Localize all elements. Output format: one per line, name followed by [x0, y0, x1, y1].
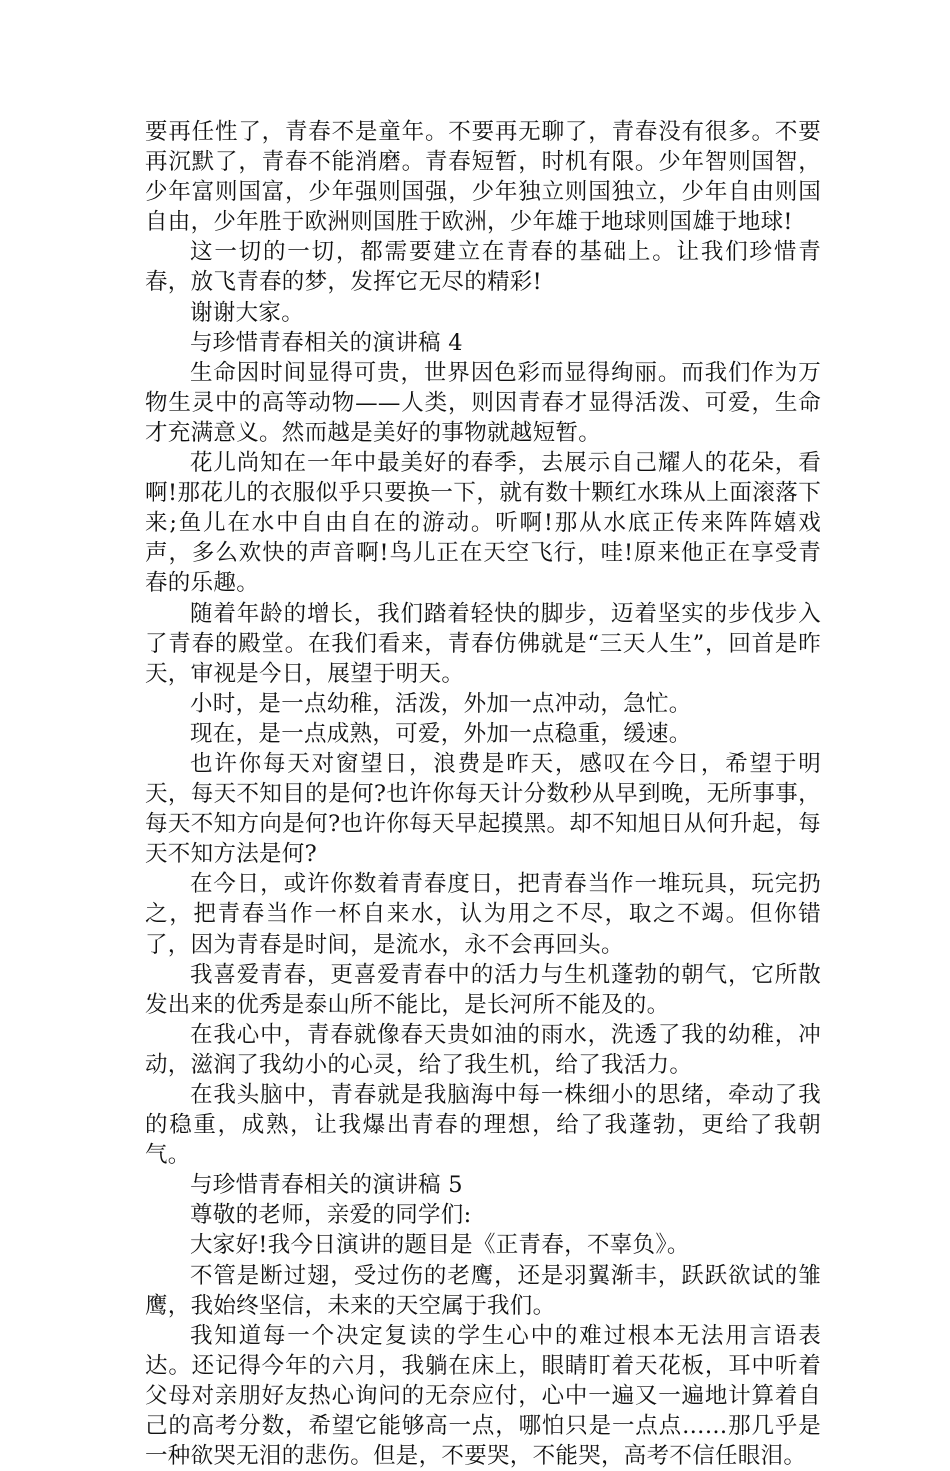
paragraph: 随着年龄的增长，我们踏着轻快的脚步，迈着坚实的步伐步入了青春的殿堂。在我们看来，青春仿佛就是“三天人生”，回首是昨天，审视是今日，展望于明天。: [145, 600, 821, 687]
closing-line: 谢谢大家。: [190, 299, 305, 326]
paragraph: 小时，是一点幼稚，活泼，外加一点冲动，急忙。: [190, 690, 692, 717]
paragraph: 花儿尚知在一年中最美好的春季，去展示自己耀人的花朵，看啊!那花儿的衣服似乎只要换一下，就有数十颗红水珠从上面滚落下来;鱼儿在水中自由自在的游动。听啊!那从水底正传来阵阵嬉戏声，多么欢快的声音啊!鸟儿正在天空飞行，哇!原来他正在享受青春的乐趣。: [145, 450, 821, 597]
paragraph: 大家好!我今日演讲的题目是《正青春，不辜负》。: [190, 1232, 690, 1259]
section-heading: 与珍惜青春相关的演讲稿 5: [190, 1172, 463, 1199]
paragraph: 我喜爱青春，更喜爱青春中的活力与生机蓬勃的朝气，它所散发出来的优秀是泰山所不能比，是长河所不能及的。: [145, 961, 821, 1018]
paragraph: 这一切的一切，都需要建立在青春的基础上。让我们珍惜青春，放飞青春的梦，发挥它无尽的精彩!: [145, 239, 821, 296]
paragraph: 要再任性了，青春不是童年。不要再无聊了，青春没有很多。不要再沉默了，青春不能消磨。青春短暂，时机有限。少年智则国智，少年富则国富，少年强则国强，少年独立则国独立，少年自由则国自由，少年胜于欧洲则国胜于欧洲，少年雄于地球则国雄于地球!: [145, 119, 821, 236]
paragraph: 现在，是一点成熟，可爱，外加一点稳重，缓速。: [190, 720, 692, 747]
paragraph: 在今日，或许你数着青春度日，把青春当作一堆玩具，玩完扔之，把青春当作一杯自来水，认为用之不尽，取之不竭。但你错了，因为青春是时间，是流水，永不会再回头。: [145, 871, 821, 958]
paragraph: 在我心中，青春就像春天贵如油的雨水，洗透了我的幼稚，冲动，滋润了我幼小的心灵，给了我生机，给了我活力。: [145, 1021, 821, 1078]
salutation: 尊敬的老师，亲爱的同学们:: [190, 1202, 472, 1229]
paragraph: 也许你每天对窗望日，浪费是昨天，感叹在今日，希望于明天，每天不知目的是何?也许你每天计分数秒从早到晚，无所事事，每天不知方向是何?也许你每天早起摸黑。却不知旭日从何升起，每天不知方法是何?: [145, 750, 821, 868]
document-body: [145, 117, 821, 1471]
paragraph: 我知道每一个决定复读的学生心中的难过根本无法用言语表达。还记得今年的六月，我躺在床上，眼睛盯着天花板，耳中听着父母对亲朋好友热心询问的无奈应付，心中一遍又一遍地计算着自己的高考分数，希望它能够高一点，哪怕只是一点点……那几乎是一种欲哭无泪的悲伤。但是，不要哭，不能哭，高考不信任眼泪。: [145, 1322, 821, 1470]
paragraph: 不管是断过翅，受过伤的老鹰，还是羽翼渐丰，跃跃欲试的雏鹰，我始终坚信，未来的天空属于我们。: [145, 1262, 821, 1319]
paragraph: 在我头脑中，青春就是我脑海中每一株细小的思绪，牵动了我的稳重，成熟，让我爆出青春的理想，给了我蓬勃，更给了我朝气。: [145, 1082, 821, 1169]
paragraph: 生命因时间显得可贵，世界因色彩而显得绚丽。而我们作为万物生灵中的高等动物——人类，则因青春才显得活泼、可爱，生命才充满意义。然而越是美好的事物就越短暂。: [145, 359, 821, 446]
section-heading: 与珍惜青春相关的演讲稿 4: [190, 329, 463, 356]
